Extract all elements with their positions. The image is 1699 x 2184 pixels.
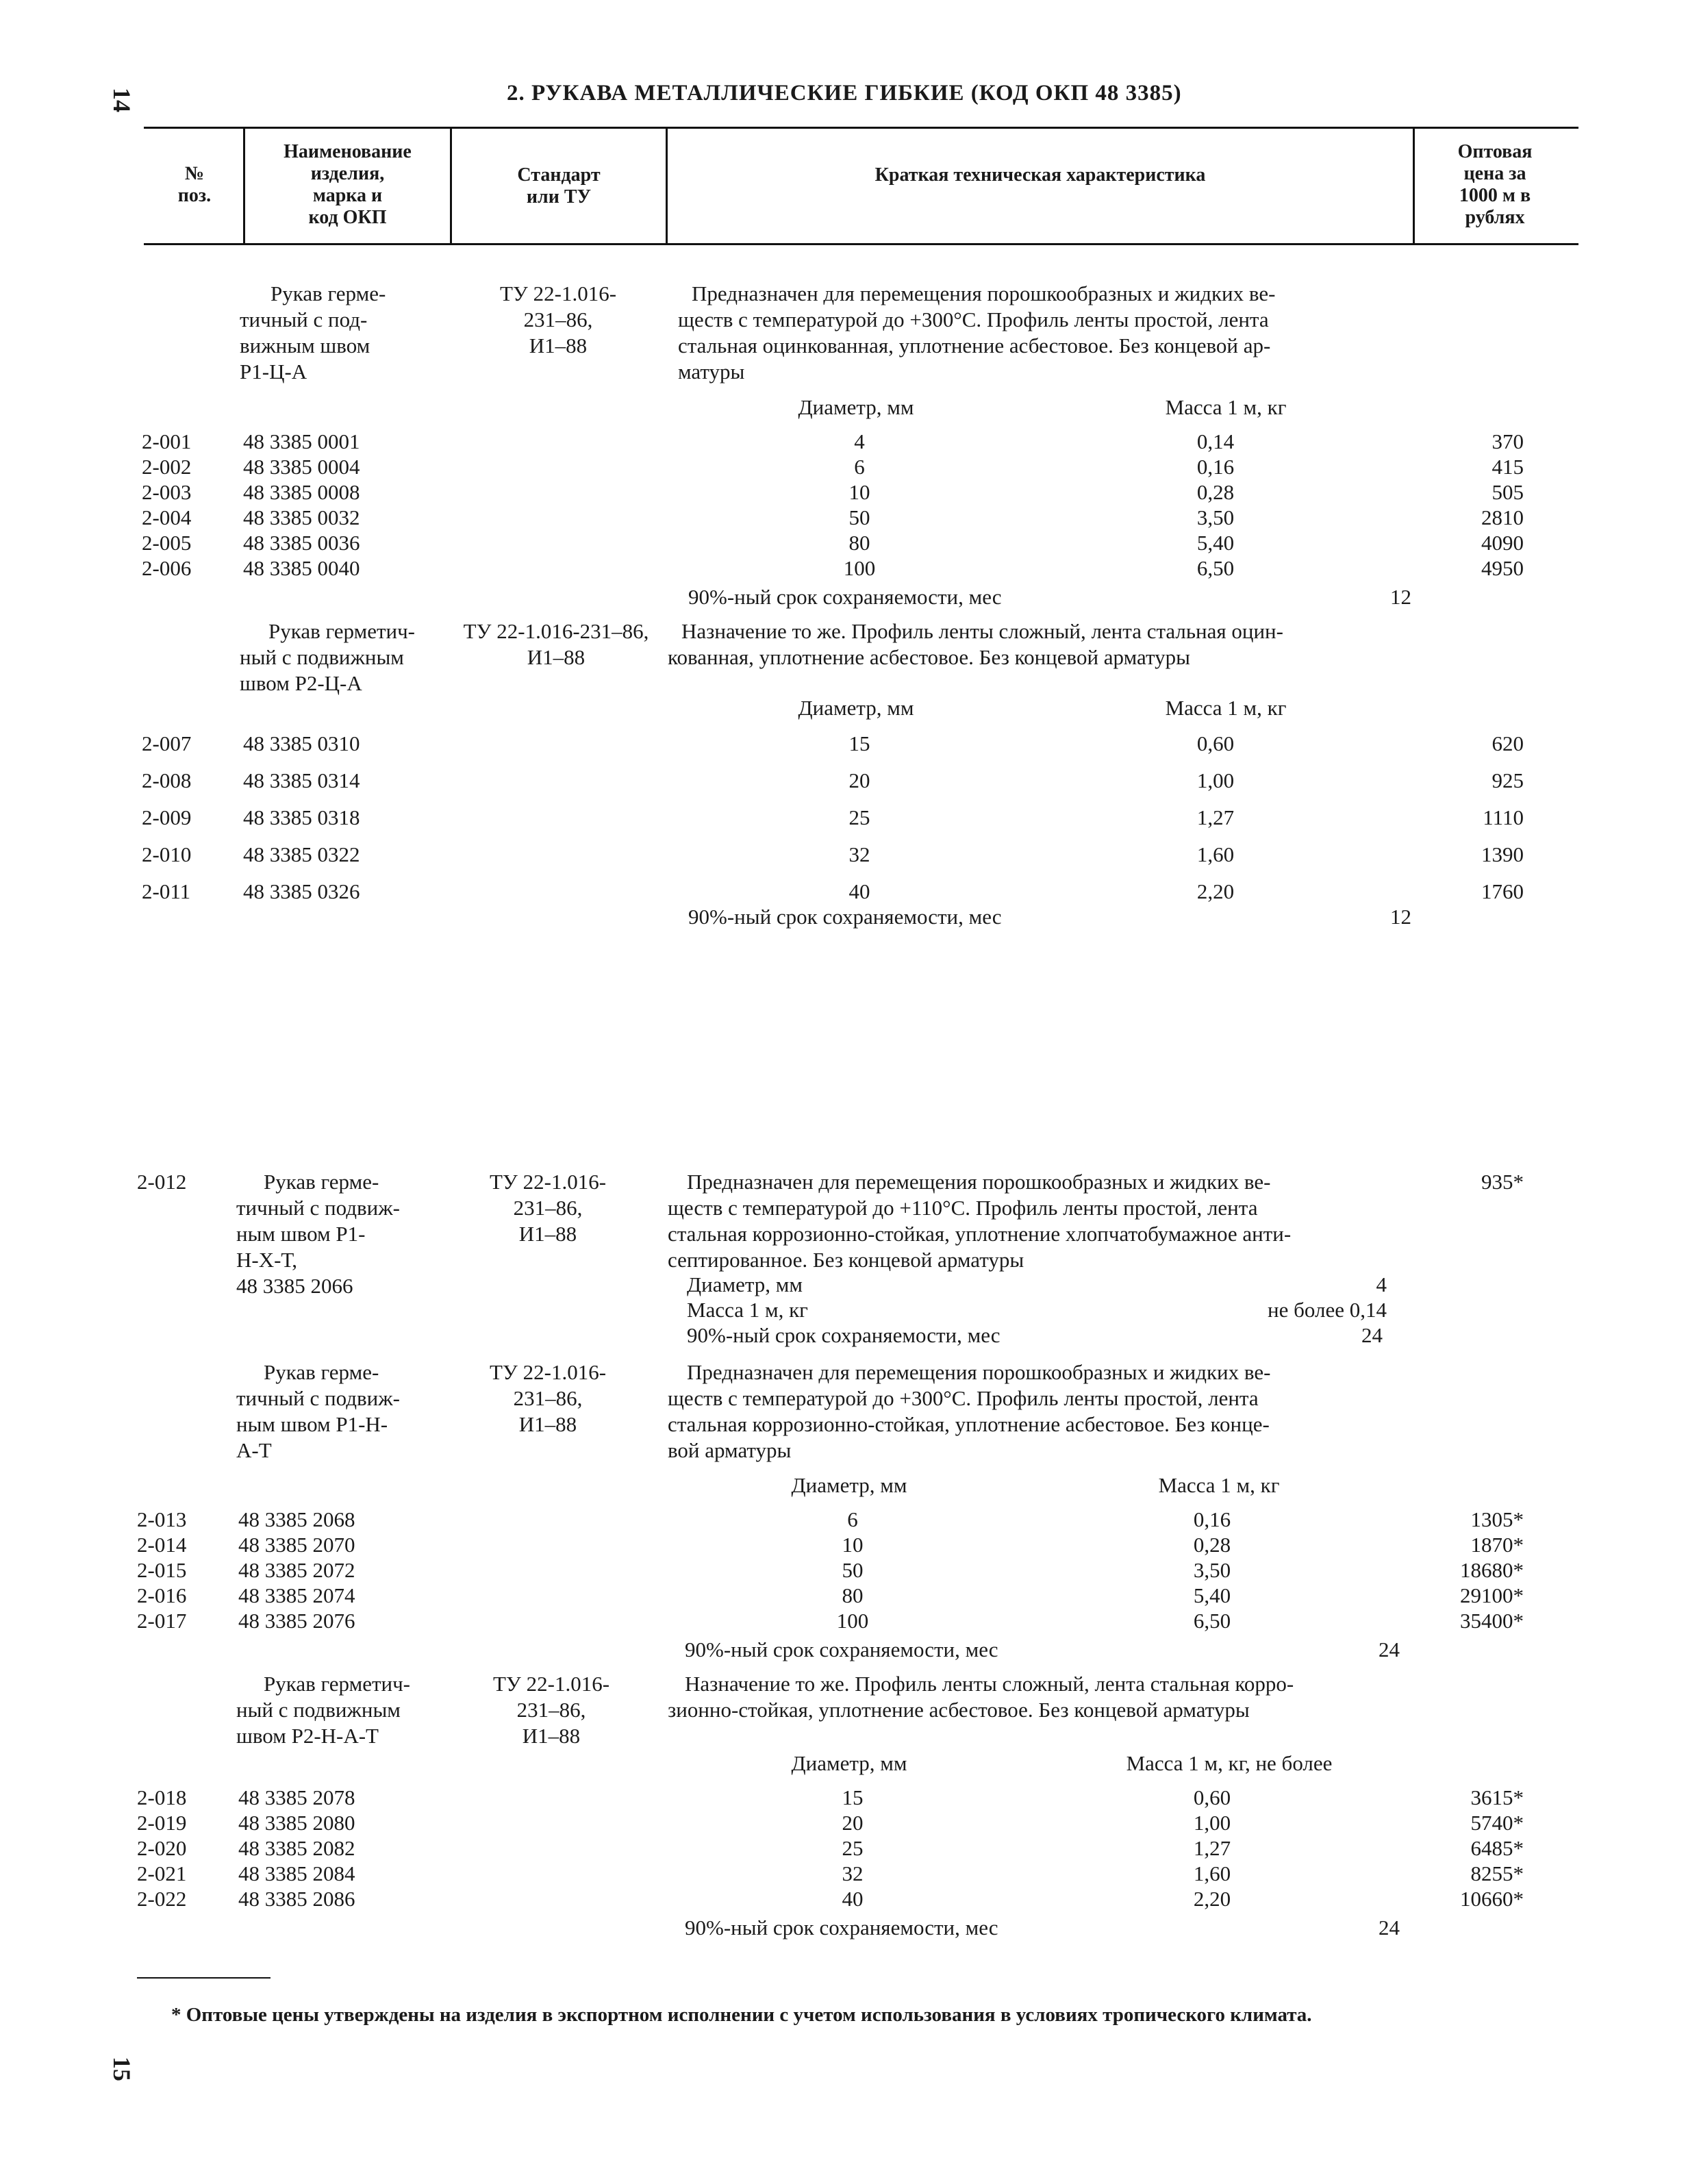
row-pos: 2-016: [137, 1583, 187, 1607]
row-mass: 0,16: [1196, 455, 1235, 479]
row-mass: 1,27: [1196, 805, 1235, 829]
subheader-diameter: Диаметр, мм: [791, 1473, 907, 1497]
row-pos: 2-001: [142, 429, 192, 453]
header-std: Стандарт или ТУ: [517, 164, 601, 208]
row-mass: 5,40: [1193, 1583, 1231, 1607]
mass-value: не более 0,14: [1268, 1298, 1387, 1322]
row-pos: 2-022: [137, 1887, 187, 1911]
row-price: 29100*: [1460, 1583, 1524, 1607]
row-mass: 6,50: [1193, 1609, 1231, 1633]
row-code: 48 3385 2068: [238, 1507, 355, 1531]
storage-label: 90%-ный срок сохраняемости, мес: [688, 905, 1002, 929]
row-price: 620: [1492, 731, 1524, 755]
row-code: 48 3385 0322: [243, 842, 360, 866]
storage-label: 90%-ный срок сохраняемости, мес: [685, 1637, 998, 1661]
row-code: 48 3385 2072: [238, 1558, 355, 1582]
row-mass: 1,27: [1193, 1836, 1231, 1860]
header-pos: № поз.: [177, 163, 212, 206]
row-code: 48 3385 0032: [243, 505, 360, 529]
product-description: Предназначен для перемещения порошкообразных и жидких ве- ществ с температурой до +300°С. Профиль ленты простой, лента стальная коррозионно-стойкая, уплотнение асбестовое. Без конце- вой арматуры: [668, 1360, 1271, 1462]
row-mass: 0,60: [1193, 1785, 1231, 1809]
product-description: Предназначен для перемещения порошкообразных и жидких ве- ществ с температурой до +300°С. Профиль ленты простой, лента стальная оцинкованная, уплотнение асбестовое. Без концевой ар- матуры: [678, 281, 1276, 384]
row-code: 48 3385 0318: [243, 805, 360, 829]
row-code: 48 3385 0314: [243, 768, 360, 792]
row-mass: 3,50: [1196, 505, 1235, 529]
row-pos: 2-018: [137, 1785, 187, 1809]
row-price: 4090: [1481, 531, 1524, 555]
row-code: 48 3385 0004: [243, 455, 360, 479]
row-mass: 0,28: [1193, 1533, 1231, 1557]
row-code: 48 3385 0040: [243, 556, 360, 580]
row-price: 1390: [1481, 842, 1524, 866]
storage-label: 90%-ный срок сохраняемости, мес: [685, 1916, 998, 1940]
product-name: Рукав герметич- ный с подвижным швом Р2-Ц-А: [240, 619, 416, 695]
row-pos: 2-011: [142, 879, 191, 903]
diameter-value: 4: [1376, 1272, 1387, 1296]
row-price: 1760: [1481, 879, 1524, 903]
row-diameter: 10: [842, 1533, 864, 1557]
row-pos: 2-017: [137, 1609, 187, 1633]
row-price: 8255*: [1470, 1861, 1524, 1885]
row-price: 415: [1492, 455, 1524, 479]
row-price: 1305*: [1470, 1507, 1524, 1531]
product-standard: ТУ 22-1.016- 231–86, И1–88: [492, 1672, 610, 1748]
row-diameter: 40: [848, 879, 870, 903]
storage-value: 24: [1379, 1916, 1400, 1940]
row-pos: 2-013: [137, 1507, 187, 1531]
page-number-bottom: 15: [108, 2057, 136, 2081]
diameter-label: Диаметр, мм: [687, 1272, 803, 1296]
row-pos: 2-002: [142, 455, 192, 479]
row-diameter: 25: [848, 805, 870, 829]
row-mass: 0,16: [1193, 1507, 1231, 1531]
subheader-diameter: Диаметр, мм: [798, 696, 914, 720]
row-mass: 1,00: [1196, 768, 1235, 792]
row-diameter: 50: [842, 1558, 864, 1582]
row-diameter: 20: [842, 1811, 864, 1835]
row-mass: 1,00: [1193, 1811, 1231, 1835]
row-pos: 2-010: [142, 842, 192, 866]
mass-label: Масса 1 м, кг: [687, 1298, 808, 1322]
product-standard: ТУ 22-1.016- 231–86, И1–88: [499, 281, 617, 357]
row-price: 6485*: [1470, 1836, 1524, 1860]
row-mass: 6,50: [1196, 556, 1235, 580]
row-mass: 1,60: [1193, 1861, 1231, 1885]
row-pos: 2-007: [142, 731, 192, 755]
row-diameter: 6: [854, 455, 865, 479]
row-pos: 2-015: [137, 1558, 187, 1582]
row-pos: 2-020: [137, 1836, 187, 1860]
row-price: 1110: [1483, 805, 1524, 829]
row-price: 1870*: [1470, 1533, 1524, 1557]
subheader-mass: Масса 1 м, кг, не более: [1126, 1751, 1333, 1775]
product-description: Предназначен для перемещения порошкообразных и жидких ве- ществ с температурой до +110°С. Профиль ленты простой, лента стальная коррозионно-стойкая, уплотнение хлопчатобумажное анти- септированное. Без концевой арматуры: [668, 1170, 1292, 1272]
row-price: 3615*: [1470, 1785, 1524, 1809]
subheader-mass: Масса 1 м, кг: [1158, 1473, 1280, 1497]
header-name: Наименование изделия, марка и код ОКП: [284, 141, 412, 228]
row-pos: 2-014: [137, 1533, 187, 1557]
row-code: 48 3385 0326: [243, 879, 360, 903]
row-mass: 3,50: [1193, 1558, 1231, 1582]
storage-label: 90%-ный срок сохраняемости, мес: [687, 1323, 1000, 1347]
subheader-diameter: Диаметр, мм: [798, 395, 914, 419]
row-code: 48 3385 2084: [238, 1861, 355, 1885]
row-diameter: 15: [842, 1785, 864, 1809]
row-diameter: 100: [836, 1609, 869, 1633]
row-diameter: 10: [848, 480, 870, 504]
header-price: Оптовая цена за 1000 м в рублях: [1457, 141, 1533, 228]
row-mass: 0,14: [1196, 429, 1235, 453]
row-pos: 2-003: [142, 480, 192, 504]
product-standard: ТУ 22-1.016- 231–86, И1–88: [489, 1170, 607, 1246]
row-diameter: 50: [848, 505, 870, 529]
product-name: Рукав герме- тичный с подвиж- ным швом Р1-Н- А-Т: [236, 1360, 400, 1462]
row-pos: 2-006: [142, 556, 192, 580]
row-pos: 2-012: [137, 1170, 187, 1194]
product-name: Рукав герме- тичный с подвиж- ным швом Р1- Н-Х-Т, 48 3385 2066: [236, 1170, 400, 1298]
page-title: 2. РУКАВА МЕТАЛЛИЧЕСКИЕ ГИБКИЕ (КОД ОКП 48 3385): [507, 81, 1182, 105]
row-price: 4950: [1481, 556, 1524, 580]
row-diameter: 15: [848, 731, 870, 755]
row-price: 935*: [1481, 1170, 1524, 1194]
product-standard: ТУ 22-1.016-231–86, И1–88: [463, 619, 649, 669]
row-price: 10660*: [1460, 1887, 1524, 1911]
row-code: 48 3385 2082: [238, 1836, 355, 1860]
row-price: 5740*: [1470, 1811, 1524, 1835]
row-code: 48 3385 0036: [243, 531, 360, 555]
header-desc: Краткая техническая характеристика: [874, 164, 1206, 186]
row-code: 48 3385 2074: [238, 1583, 355, 1607]
row-pos: 2-019: [137, 1811, 187, 1835]
subheader-mass: Масса 1 м, кг: [1165, 696, 1287, 720]
row-diameter: 80: [848, 531, 870, 555]
row-code: 48 3385 0008: [243, 480, 360, 504]
storage-value: 24: [1379, 1637, 1400, 1661]
row-code: 48 3385 2078: [238, 1785, 355, 1809]
row-diameter: 6: [847, 1507, 858, 1531]
row-code: 48 3385 2070: [238, 1533, 355, 1557]
row-price: 370: [1492, 429, 1524, 453]
footnote-divider: [137, 1977, 270, 1979]
row-pos: 2-004: [142, 505, 192, 529]
row-price: 925: [1492, 768, 1524, 792]
row-mass: 2,20: [1196, 879, 1235, 903]
page-number-top: 14: [108, 88, 136, 112]
row-pos: 2-021: [137, 1861, 187, 1885]
row-mass: 0,60: [1196, 731, 1235, 755]
row-price: 18680*: [1460, 1558, 1524, 1582]
product-name: Рукав герме- тичный с под- вижным швом Р1-Ц-А: [240, 281, 386, 384]
product-name: Рукав герметич- ный с подвижным швом Р2-Н-А-Т: [236, 1672, 411, 1748]
storage-label: 90%-ный срок сохраняемости, мес: [688, 585, 1002, 609]
row-code: 48 3385 2086: [238, 1887, 355, 1911]
row-diameter: 20: [848, 768, 870, 792]
storage-value: 12: [1390, 905, 1411, 929]
row-code: 48 3385 0310: [243, 731, 360, 755]
row-mass: 1,60: [1196, 842, 1235, 866]
row-diameter: 25: [842, 1836, 864, 1860]
row-diameter: 32: [848, 842, 870, 866]
row-diameter: 32: [842, 1861, 864, 1885]
row-diameter: 80: [842, 1583, 864, 1607]
row-code: 48 3385 2080: [238, 1811, 355, 1835]
storage-value: 12: [1390, 585, 1411, 609]
product-description: Назначение то же. Профиль ленты сложный, лента стальная корро- зионно-стойкая, уплотнение асбестовое. Без концевой арматуры: [668, 1672, 1294, 1722]
product-description: Назначение то же. Профиль ленты сложный, лента стальная оцин- кованная, уплотнение асбестовое. Без концевой арматуры: [668, 619, 1283, 669]
row-pos: 2-008: [142, 768, 192, 792]
row-diameter: 100: [843, 556, 876, 580]
row-mass: 0,28: [1196, 480, 1235, 504]
row-code: 48 3385 0001: [243, 429, 360, 453]
footnote: * Оптовые цены утверждены на изделия в экспортном исполнении с учетом использования в условиях тропического климата.: [171, 2004, 1312, 2026]
row-mass: 5,40: [1196, 531, 1235, 555]
row-code: 48 3385 2076: [238, 1609, 355, 1633]
row-diameter: 40: [842, 1887, 864, 1911]
row-pos: 2-005: [142, 531, 192, 555]
product-standard: ТУ 22-1.016- 231–86, И1–88: [489, 1360, 607, 1436]
storage-value: 24: [1361, 1323, 1383, 1347]
row-mass: 2,20: [1193, 1887, 1231, 1911]
row-price: 2810: [1481, 505, 1524, 529]
row-price: 35400*: [1460, 1609, 1524, 1633]
row-diameter: 4: [854, 429, 865, 453]
row-pos: 2-009: [142, 805, 192, 829]
subheader-diameter: Диаметр, мм: [791, 1751, 907, 1775]
subheader-mass: Масса 1 м, кг: [1165, 395, 1287, 419]
row-price: 505: [1492, 480, 1524, 504]
